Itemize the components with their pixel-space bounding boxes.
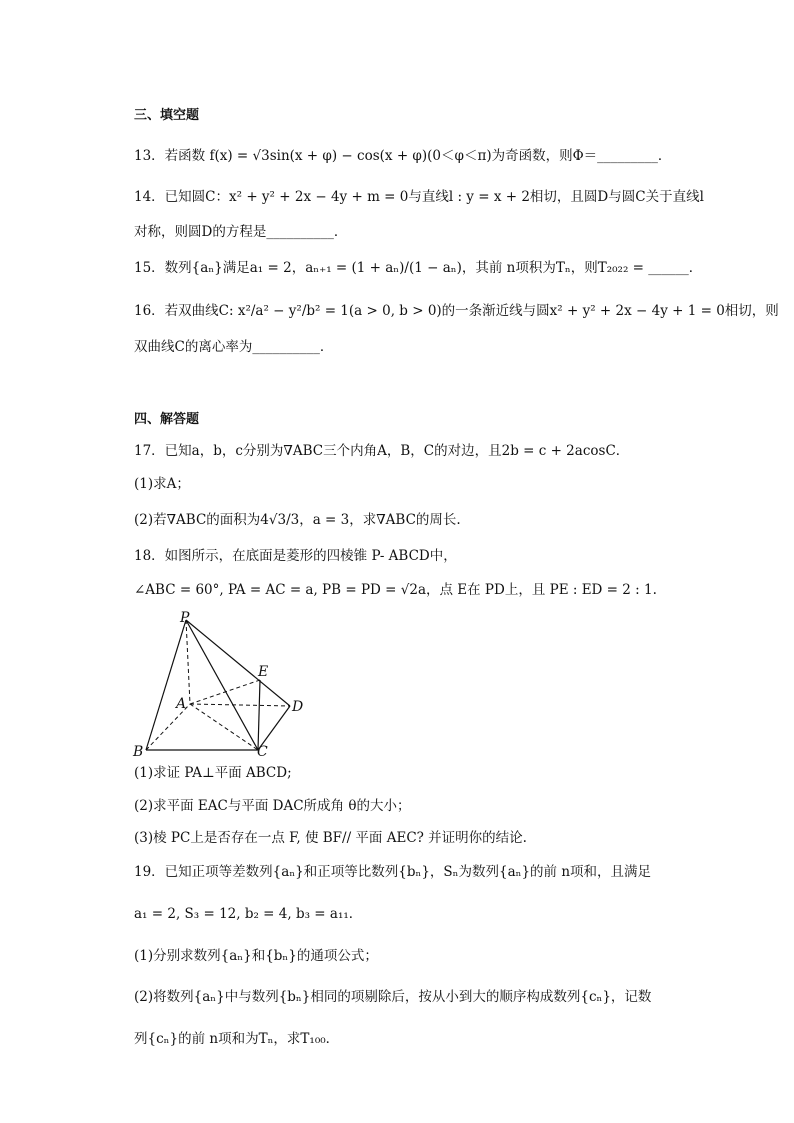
question-14-line1: 14．已知圆C：x² + y² + 2x − 4y + m = 0与直线l : y = x + 2相切，且圆D与圆C关于直线l <box>134 189 704 205</box>
question-19-sub2b: 列{cₙ}的前 n项和为Tₙ，求T₁₀₀． <box>134 1031 340 1047</box>
edge-pb <box>146 620 186 750</box>
edge-ae-hidden <box>190 680 260 704</box>
edge-pd <box>186 620 290 706</box>
question-18-sub3: (3)棱 PC上是否存在一点 F, 使 BF// 平面 AEC? 并证明你的结论. <box>134 830 527 846</box>
question-13: 13．若函数 f(x) = √3sin(x + φ) − cos(x + φ)(0＜φ＜π)为奇函数，则Φ＝_________． <box>134 148 672 164</box>
question-16-line1: 16．若双曲线C: x²/a² − y²/b² = 1(a > 0, b > 0)的一条渐近线与圆x² + y² + 2x − 4y + 1 = 0相切，则 <box>134 303 779 319</box>
section-title-solutions: 四、解答题 <box>134 412 200 427</box>
question-19-sub2a: (2)将数列{aₙ}中与数列{bₙ}相同的项剔除后，按从小到大的顺序构成数列{cₙ}，记数 <box>134 989 652 1005</box>
label-e: E <box>258 664 269 680</box>
question-19-sub1: (1)分别求数列{aₙ}和{bₙ}的通项公式； <box>134 948 378 964</box>
edge-pa-hidden <box>186 620 190 704</box>
edge-ce <box>258 680 260 750</box>
question-15: 15．数列{aₙ}满足a₁ = 2，aₙ₊₁ = (1 + aₙ)/(1 − aₙ)，其前 n项积为Tₙ，则T₂₀₂₂ = ______． <box>134 260 703 276</box>
question-14-line2: 对称，则圆D的方程是__________． <box>134 224 348 240</box>
edge-pc <box>186 620 258 750</box>
question-19-line2: a₁ = 2, S₃ = 12, b₂ = 4, b₃ = a₁₁． <box>134 906 363 922</box>
section-title-fill-in: 三、填空题 <box>134 108 200 123</box>
label-p: P <box>180 610 190 626</box>
label-d: D <box>292 699 304 715</box>
question-16-line2: 双曲线C的离心率为__________． <box>134 339 334 355</box>
question-17-sub1: (1)求A； <box>134 476 190 492</box>
question-18-line1: 18．如图所示，在底面是菱形的四棱锥 P- ABCD中， <box>134 548 457 564</box>
edge-ad-hidden <box>190 704 290 706</box>
question-18-line2: ∠ABC = 60°, PA = AC = a, PB = PD = √2a，点 E在 PD上，且 PE : ED = 2 : 1. <box>134 582 657 598</box>
question-18-sub2: (2)求平面 EAC与平面 DAC所成角 θ的大小； <box>134 798 411 814</box>
question-19-line1: 19．已知正项等差数列{aₙ}和正项等比数列{bₙ}，Sₙ为数列{aₙ}的前 n项和，且满足 <box>134 864 652 880</box>
question-17-sub2: (2)若∇ABC的面积为4√3/3，a = 3，求∇ABC的周长. <box>134 512 461 528</box>
question-18-sub1: (1)求证 PA⊥平面 ABCD; <box>134 765 292 781</box>
label-c: C <box>257 744 268 758</box>
label-a: A <box>176 696 187 712</box>
edge-ac-hidden <box>190 704 258 750</box>
pyramid-figure <box>130 608 310 758</box>
label-b: B <box>133 744 144 758</box>
question-17-line1: 17．已知a，b，c分别为∇ABC三个内角A，B，C的对边，且2b = c + 2acosC． <box>134 443 630 459</box>
